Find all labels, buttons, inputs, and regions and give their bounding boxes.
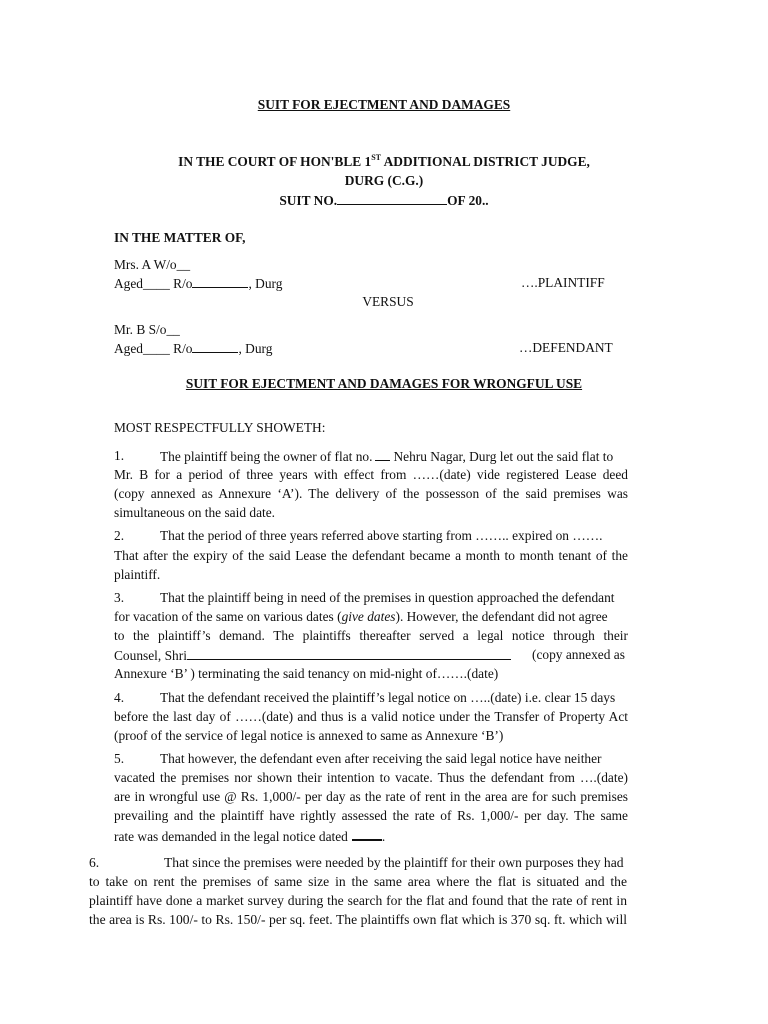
para-2-line-2: That after the expiry of the said Lease the defendant became a month to month tenant of the — [114, 548, 628, 563]
flat-no-blank — [375, 448, 390, 461]
suit-no-label: SUIT NO. — [279, 193, 338, 208]
para-5-line-3: are in wrongful use @ Rs. 1,000/- per day as the rate of rent in the area are for such premises — [114, 789, 628, 804]
plaintiff-city: , Durg — [248, 276, 283, 291]
para-3-line-2 — [114, 609, 608, 625]
defendant-city: , Durg — [238, 341, 273, 356]
defendant-residence-blank — [192, 340, 238, 353]
plaintiff-name: Mrs. A W/o__ — [114, 257, 191, 272]
versus-label: VERSUS — [362, 294, 414, 309]
defendant-address — [114, 340, 272, 357]
para-3-line-3: to the plaintiff’s demand. The plaintiffs thereafter served a legal notice through their — [114, 628, 628, 643]
para-4-line-2: before the last day of ……(date) and thus is a valid notice under the Transfer of Property Act — [114, 709, 628, 724]
para-3-text-rest: ). However, the defendant did not agree — [395, 609, 608, 624]
para-4-line-3: (proof of the service of legal notice is annexed to same as Annexure ‘B’) — [114, 728, 504, 743]
salutation: MOST RESPECTFULLY SHOWETH: — [114, 420, 326, 435]
plaintiff-address — [114, 275, 282, 292]
ordinal-superscript: ST — [371, 153, 382, 162]
plaintiff-residence-blank — [192, 275, 248, 288]
para-1-number: 1. — [114, 448, 125, 463]
court-name-text-rest: ADDITIONAL DISTRICT JUDGE, — [381, 154, 590, 169]
para-4-number: 4. — [114, 690, 125, 705]
para-1-line-2: Mr. B for a period of three years with effect from ……(date) vide registered Lease deed — [114, 467, 628, 482]
para-1-text-rest: Nehru Nagar, Durg let out the said flat to — [393, 449, 614, 464]
give-dates-italic: give dates — [341, 609, 396, 624]
para-5-text: rate was demanded in the legal notice dated — [114, 829, 348, 844]
court-line-1 — [0, 154, 768, 170]
plaintiff-role: ….PLAINTIFF — [521, 275, 605, 290]
para-2-number: 2. — [114, 528, 125, 543]
court-location: DURG (C.G.) — [344, 173, 424, 188]
para-5-period: . — [381, 829, 386, 844]
para-6-line-1: That since the premises were needed by the plaintiff for their own purposes they had — [164, 855, 624, 870]
notice-date-blank — [352, 827, 382, 841]
para-1-text: The plaintiff being the owner of flat no. — [160, 449, 373, 464]
para-2-line-1: That the period of three years referred above starting from …….. expired on ……. — [160, 528, 603, 543]
para-1-line-4: simultaneous on the said date. — [114, 505, 276, 520]
suit-no-blank — [337, 192, 447, 205]
para-6-line-4: the area is Rs. 100/- to Rs. 150/- per sq. feet. The plaintiffs own flat which is 370 sq. ft. which will — [89, 912, 627, 927]
suit-number-line — [0, 192, 768, 209]
para-5-line-2: vacated the premises nor shown their intention to vacate. Thus the defendant from ….(date) — [114, 770, 628, 785]
para-3-line-1: That the plaintiff being in need of the premises in question approached the defendant — [160, 590, 615, 605]
para-3-number: 3. — [114, 590, 125, 605]
para-1-line-1 — [160, 448, 613, 465]
para-6-line-3: plaintiff have done a market survey during the search for the flat and found that the rate of rent in — [89, 893, 627, 908]
para-3-line-5: Annexure ‘B’ ) terminating the said tenancy on mid-night of…….(date) — [114, 666, 499, 681]
para-3-text: for vacation of the same on various dates ( — [114, 609, 342, 624]
para-3-line-4 — [114, 647, 511, 664]
para-4-line-1: That the defendant received the plaintiff’s legal notice on …..(date) i.e. clear 15 days — [160, 690, 616, 705]
counsel-name-blank — [187, 647, 511, 660]
court-name-text: IN THE COURT OF HON'BLE 1 — [178, 154, 372, 169]
para-2-line-3: plaintiff. — [114, 567, 161, 582]
defendant-name: Mr. B S/o__ — [114, 322, 180, 337]
para-5-line-5 — [114, 827, 385, 845]
suit-no-suffix: OF 20.. — [447, 193, 489, 208]
counsel-label: Counsel, Shri — [114, 648, 187, 663]
para-5-line-4: prevailing and the plaintiff have rightly assessed the rate of Rs. 1,000/- per day. The same — [114, 808, 628, 823]
para-1-line-3: (copy annexed as Annexure ‘A’). The delivery of the possesson of the said premises was — [114, 486, 628, 501]
defendant-role: …DEFENDANT — [519, 340, 613, 355]
para-5-line-1: That however, the defendant even after receiving the said legal notice have neither — [160, 751, 602, 766]
para-3-copy-annexed: (copy annexed as — [532, 647, 625, 662]
document-title: SUIT FOR EJECTMENT AND DAMAGES — [257, 97, 511, 112]
defendant-aged-text: Aged____ R/o — [114, 341, 193, 356]
matter-heading: IN THE MATTER OF, — [114, 230, 246, 245]
para-5-number: 5. — [114, 751, 125, 766]
para-6-number: 6. — [89, 855, 100, 870]
plaintiff-aged-text: Aged____ R/o — [114, 276, 193, 291]
suit-subtitle: SUIT FOR EJECTMENT AND DAMAGES FOR WRONGFUL USE — [185, 376, 583, 391]
para-6-line-2: to take on rent the premises of same size in the same area where the flat is situated and the — [89, 874, 627, 889]
